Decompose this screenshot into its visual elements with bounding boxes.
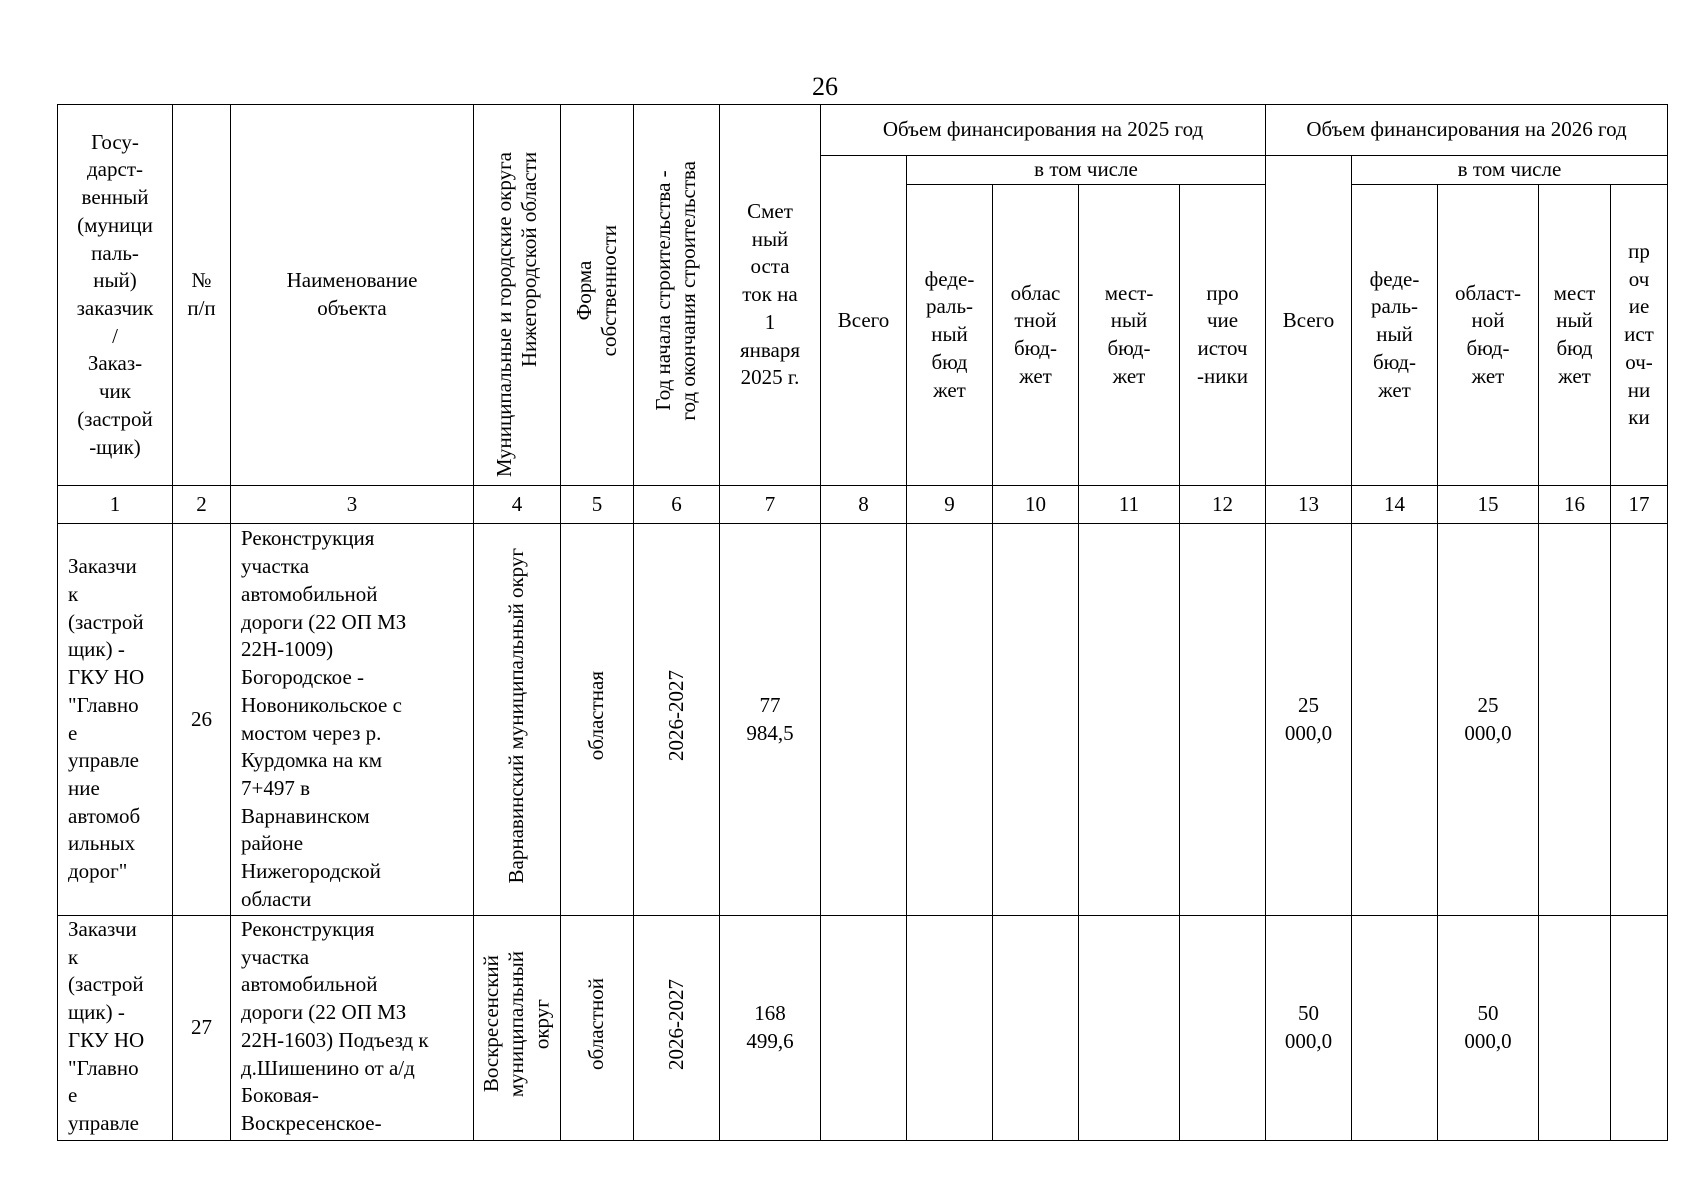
header-ownership: Форма собственности <box>561 105 634 486</box>
row-years: 2026-2027 <box>634 524 720 916</box>
row-remaining: 77 984,5 <box>720 524 821 916</box>
header-fin-2025: Объем финансирования на 2025 год <box>821 105 1266 156</box>
row-federal-2026 <box>1352 524 1438 916</box>
row-federal-2025 <box>907 916 993 1141</box>
row-other-2025 <box>1180 916 1266 1141</box>
column-number: 16 <box>1539 486 1611 524</box>
row-customer: Заказчи к (застрой щик) - ГКУ НО "Главно е управле <box>58 916 173 1141</box>
row-customer: Заказчи к (застрой щик) - ГКУ НО "Главно е управле ние автомоб ильных дорог" <box>58 524 173 916</box>
column-number: 9 <box>907 486 993 524</box>
row-total-2025 <box>821 524 907 916</box>
header-local-2025: мест- ный бюд- жет <box>1079 185 1180 486</box>
header-other-2025: про чие источ -ники <box>1180 185 1266 486</box>
header-local-2026: мест ный бюд жет <box>1539 185 1611 486</box>
row-regional-2025 <box>993 524 1079 916</box>
row-local-2026 <box>1539 916 1611 1141</box>
column-number: 11 <box>1079 486 1180 524</box>
header-federal-2025: феде- раль- ный бюд жет <box>907 185 993 486</box>
row-local-2025 <box>1079 916 1180 1141</box>
header-district: Муниципальные и городские округа Нижегородской области <box>474 105 561 486</box>
column-number: 1 <box>58 486 173 524</box>
column-number: 10 <box>993 486 1079 524</box>
column-number: 15 <box>1438 486 1539 524</box>
column-number: 8 <box>821 486 907 524</box>
construction-table <box>57 104 1668 1141</box>
header-total-2026: Всего <box>1266 156 1352 486</box>
row-other-2026 <box>1611 916 1668 1141</box>
column-number: 6 <box>634 486 720 524</box>
column-number: 4 <box>474 486 561 524</box>
header-remaining: Смет ный оста ток на 1 января 2025 г. <box>720 105 821 486</box>
page-number: 26 <box>812 72 838 101</box>
column-number: 17 <box>1611 486 1668 524</box>
row-federal-2025 <box>907 524 993 916</box>
row-num: 26 <box>173 524 231 916</box>
row-total-2026: 50 000,0 <box>1266 916 1352 1141</box>
row-years: 2026-2027 <box>634 916 720 1141</box>
row-ownership: областная <box>561 524 634 916</box>
header-object-name: Наименование объекта <box>231 105 474 486</box>
header-fin-2026: Объем финансирования на 2026 год <box>1266 105 1668 156</box>
row-local-2025 <box>1079 524 1180 916</box>
row-other-2026 <box>1611 524 1668 916</box>
column-number-row <box>58 486 1668 524</box>
column-number: 5 <box>561 486 634 524</box>
header-regional-2026: област- ной бюд- жет <box>1438 185 1539 486</box>
header-including-2025: в том числе <box>907 156 1266 185</box>
column-number: 7 <box>720 486 821 524</box>
header-total-2025: Всего <box>821 156 907 486</box>
row-total-2026: 25 000,0 <box>1266 524 1352 916</box>
header-regional-2025: облас тной бюд- жет <box>993 185 1079 486</box>
row-num: 27 <box>173 916 231 1141</box>
row-total-2025 <box>821 916 907 1141</box>
row-regional-2026: 25 000,0 <box>1438 524 1539 916</box>
table-row <box>58 916 1668 1141</box>
header-federal-2026: феде- раль- ный бюд- жет <box>1352 185 1438 486</box>
row-district: Воскресенский муниципальный округ <box>474 916 561 1141</box>
row-local-2026 <box>1539 524 1611 916</box>
column-number: 2 <box>173 486 231 524</box>
header-row-1 <box>58 105 1668 156</box>
column-number: 3 <box>231 486 474 524</box>
row-federal-2026 <box>1352 916 1438 1141</box>
row-ownership: областной <box>561 916 634 1141</box>
table-row <box>58 524 1668 916</box>
row-object-name: Реконструкция участка автомобильной дороги (22 ОП МЗ 22Н-1009) Богородское - Новоникольское с мостом через р. Курдомка на км 7+497 в Варнавинском районе Нижегородской области <box>231 524 474 916</box>
header-years: Год начала строительства - год окончания строительства <box>634 105 720 486</box>
row-regional-2026: 50 000,0 <box>1438 916 1539 1141</box>
row-remaining: 168 499,6 <box>720 916 821 1141</box>
row-district: Варнавинский муниципальный округ <box>474 524 561 916</box>
header-other-2026: пр оч ие ист оч- ни ки <box>1611 185 1668 486</box>
column-number: 12 <box>1180 486 1266 524</box>
row-regional-2025 <box>993 916 1079 1141</box>
header-customer: Госу- дарст- венный (муници паль- ный) заказчик / Заказ- чик (застрой -щик) <box>58 105 173 486</box>
column-number: 13 <box>1266 486 1352 524</box>
row-object-name: Реконструкция участка автомобильной дороги (22 ОП МЗ 22Н-1603) Подъезд к д.Шишенино от а/д Боковая- Воскресенское- <box>231 916 474 1141</box>
header-num: № п/п <box>173 105 231 486</box>
row-other-2025 <box>1180 524 1266 916</box>
column-number: 14 <box>1352 486 1438 524</box>
header-including-2026: в том числе <box>1352 156 1668 185</box>
